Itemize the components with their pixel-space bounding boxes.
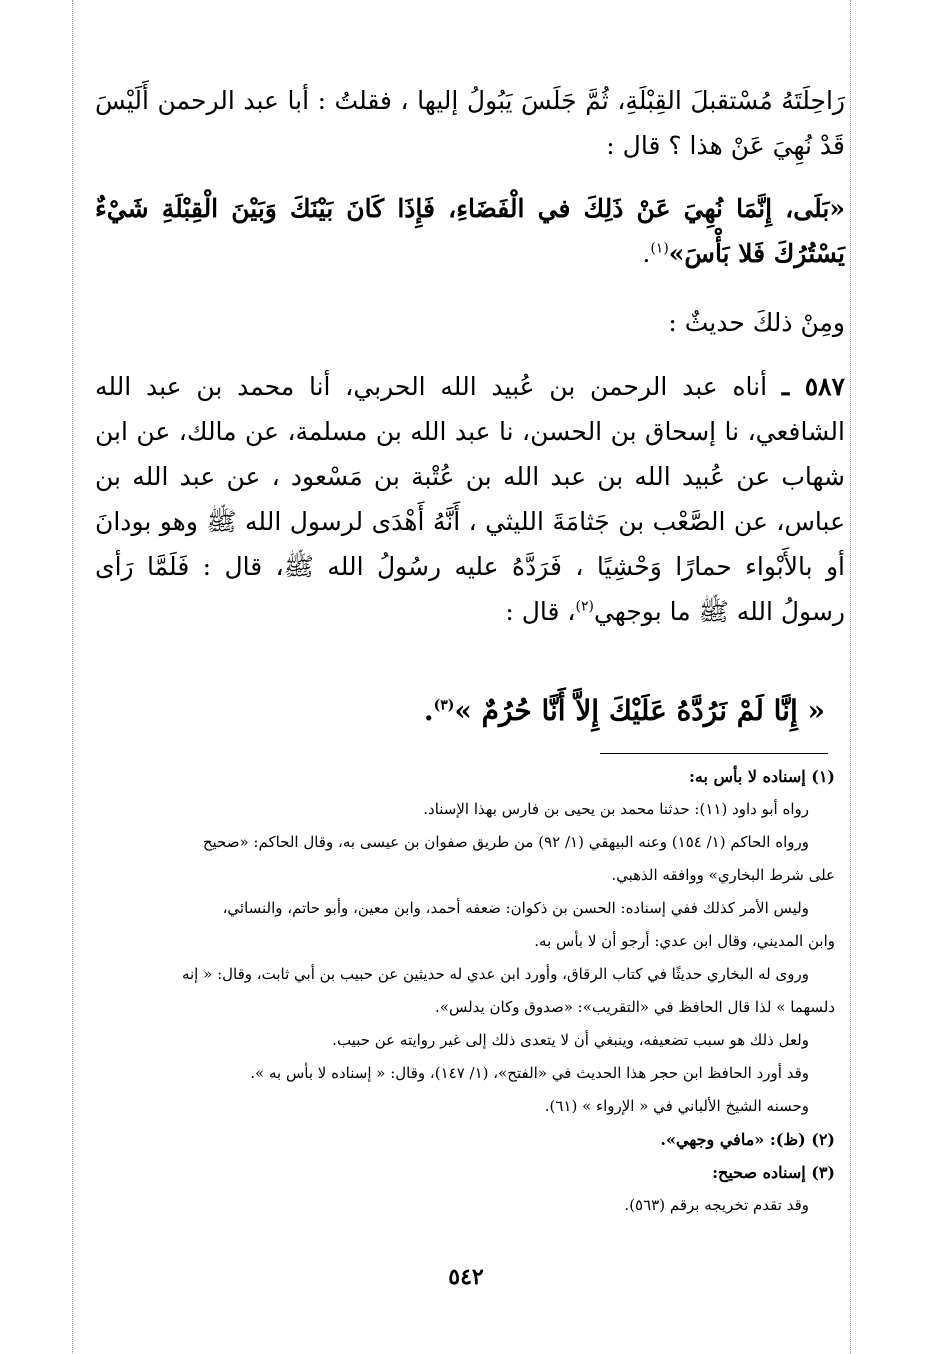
footnote-ref-3[interactable]: (٣): [433, 697, 455, 714]
footnote-1-line: ورواه الحاكم (١/ ١٥٤) وعنه البيهقي (١/ ٩٢) من طريق صفوان بن عيسى به، وقال الحاكم: «صحيح: [202, 833, 809, 851]
page-edge-left: [72, 0, 73, 1354]
footnote-1-line: رواه أبو داود (١١): حدثنا محمد بن يحيى بن فارس بهذا الإسناد.: [423, 800, 809, 818]
footnote-1-line: وابن المديني، وقال ابن عدي: أرجو أن لا بأس به.: [534, 932, 835, 950]
paragraph-intro-text: رَاحِلَتَهُ مُسْتقبلَ القِبْلَةِ، ثُمَّ جَلَسَ يَبُولُ إليها ، فقلتُ : أبا عبد الرحمن أَلَيْسَ قَدْ نُهِيَ عَنْ هذا ؟ قال :: [95, 86, 845, 160]
footnote-1-line: وليس الأمر كذلك ففي إسناده: الحسن بن ذكوان: ضعفه أحمد، وابن معين، وأبو حاتم، والنسائي،: [222, 899, 809, 917]
hadith-quote: [95, 688, 845, 733]
page-number: ٥٤٢: [448, 1264, 484, 1290]
page-edge-right: [850, 0, 851, 1354]
footnote-2: (٢) (ظ): «مافي وجهي».: [660, 1130, 835, 1149]
hadith-body: أناه عبد الرحمن بن عُبيد الله الحربي، أنا محمد بن عبد الله الشافعي، نا إسحاق بن الحسن، نا عبد الله بن مسلمة، عن مالك، عن ابن شهاب عن عُبيد الله بن عبد الله بن عُتْبة بن مَسْعود ، عن عبد الله بن عباس، عن الصَّعْب بن جَثامَةَ الليثي ، أَنَّهُ أَهْدَى لرسول الله ﷺ وهو بودانَ أو بالأَبْواء حمارًا وَحْشِيًا ، فَرَدَّهُ عليه رسُولُ الله ﷺ، قال : فَلَمَّا رَأى رسولُ الله ﷺ ما بوجهي: [95, 372, 845, 626]
footnote-1-heading: (١) إسناده لا بأس به:: [688, 767, 835, 786]
footnote-1-line: على شرط البخاري» ووافقه الذهبي.: [611, 866, 835, 884]
hadith-end: ، قال :: [505, 597, 576, 626]
footnote-ref-2[interactable]: (٢): [575, 598, 594, 615]
footnote-1-line: وقد أورد الحافظ ابن حجر هذا الحديث في «الفتح»، (١/ ١٤٧)، وقال: « إسناده لا بأس به ».: [250, 1064, 809, 1082]
footnote-1-line: دلسهما » لذا قال الحافظ في «التقريب»: «صدوق وكان يدلس».: [435, 998, 835, 1016]
footnote-separator: [600, 753, 828, 754]
footnote-3-line: وقد تقدم تخريجه برقم (٥٦٣).: [624, 1196, 809, 1214]
hadith-587: [95, 364, 845, 634]
paragraph-quote-ibn-umar: [95, 186, 845, 276]
prophet-quote-end: .: [423, 694, 434, 727]
footnote-1-line: وحسنه الشيخ الألباني في « الإرواء » (٦١).: [544, 1097, 809, 1115]
hadith-number: ٥٨٧ ـ: [781, 372, 845, 401]
prophet-quote: « إِنَّا لَمْ نَرُدَّهُ عَلَيْكَ إِلاَّ أَنَّا حُرُمٌ »: [454, 694, 825, 727]
footnote-1-line: وروى له البخاري حديثًا في كتاب الرقاق، وأورد ابن عدي له حديثين عن حبيب بن أبي ثابت، وقال: « إنه: [181, 965, 809, 983]
paragraph-transition: [95, 300, 845, 345]
quote-text: «بَلَى، إِنَّمَا نُهِيَ عَنْ ذَلِكَ في الْفَضَاءِ، فَإِذَا كَانَ بَيْنَكَ وَبَيْنَ الْقِبْلَةِ شَيْءٌ يَسْتُرُكَ فَلا بَأْسَ»: [95, 194, 845, 268]
footnote-1-line: ولعل ذلك هو سبب تضعيفه، وينبغي أن لا يتعدى ذلك إلى غير روايته عن حبيب.: [332, 1031, 809, 1049]
transition-text: ومِنْ ذلكَ حديثٌ :: [668, 308, 845, 337]
footnote-3-heading: (٣) إسناده صحيح:: [712, 1163, 835, 1182]
paragraph-intro: [95, 78, 845, 168]
footnote-ref-1[interactable]: (١): [650, 240, 669, 257]
quote-end: .: [642, 239, 651, 268]
footnotes: [95, 760, 835, 1222]
